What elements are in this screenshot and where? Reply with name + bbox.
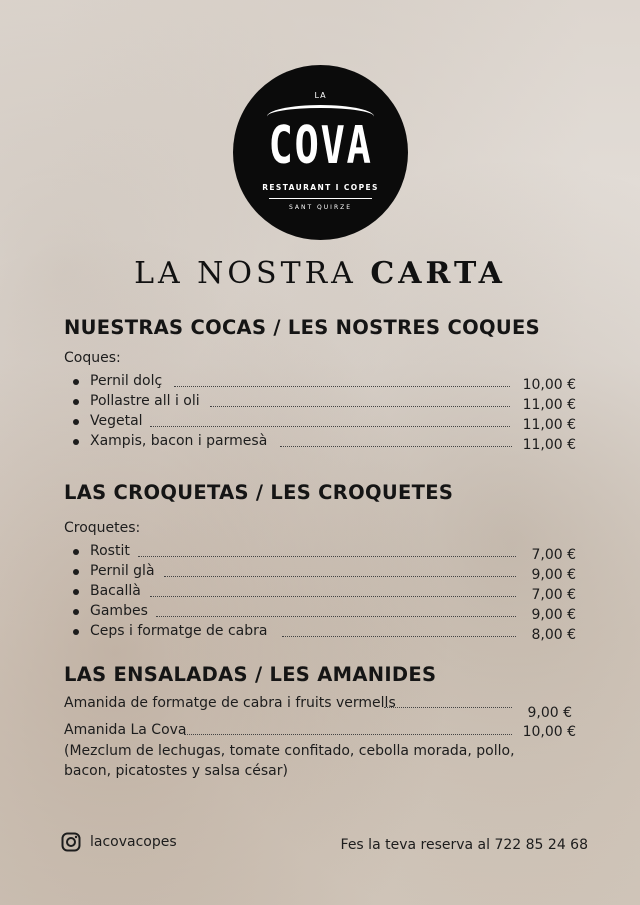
item-description: (Mezclum de lechugas, tomate confitado, cebolla morada, pollo, bacon, picatostes y salsa césar) <box>64 743 515 779</box>
dot-leader <box>156 616 516 617</box>
bullet <box>73 379 79 385</box>
item-price: 9,00 € <box>527 705 572 721</box>
item-price: 7,00 € <box>531 547 576 563</box>
menu-item <box>0 373 640 393</box>
item-name: Vegetal <box>90 413 143 429</box>
menu-item <box>0 563 640 583</box>
instagram-icon <box>61 832 81 852</box>
dot-leader <box>164 576 516 577</box>
menu-item <box>0 623 640 643</box>
dot-leader <box>184 734 512 735</box>
logo-divider <box>269 198 372 199</box>
item-name: Rostit <box>90 543 130 559</box>
logo-place: SANT QUIRZE <box>288 204 353 211</box>
item-price: 10,00 € <box>522 724 576 740</box>
menu-item <box>0 543 640 563</box>
title-bold: CARTA <box>370 256 506 291</box>
logo-la: LA <box>314 91 327 100</box>
title-regular: LA NOSTRA <box>134 256 357 291</box>
menu-item <box>0 433 640 453</box>
menu-item <box>0 603 640 623</box>
item-price: 11,00 € <box>522 397 576 413</box>
dot-leader <box>210 406 510 407</box>
bullet <box>73 419 79 425</box>
item-name: Pernil dolç <box>90 373 163 389</box>
section-heading-ensaladas: LAS ENSALADAS / LES AMANIDES <box>64 663 437 686</box>
item-name: Pollastre all i oli <box>90 393 200 409</box>
dot-leader <box>280 446 512 447</box>
logo-name: COVA <box>268 116 373 176</box>
bullet <box>73 569 79 575</box>
dot-leader <box>138 556 516 557</box>
item-name: Bacallà <box>90 583 141 599</box>
reservation-text: Fes la teva reserva al 722 85 24 68 <box>340 837 588 853</box>
menu-item <box>0 413 640 433</box>
logo-subtitle: RESTAURANT I COPES <box>262 183 379 192</box>
item-name: Amanida de formatge de cabra i fruits vermells <box>64 695 396 711</box>
item-price: 9,00 € <box>531 567 576 583</box>
dot-leader <box>174 386 510 387</box>
section-heading-croquetas: LAS CROQUETAS / LES CROQUETES <box>64 481 454 504</box>
menu-item <box>0 583 640 603</box>
item-price: 11,00 € <box>522 417 576 433</box>
item-name: Xampis, bacon i parmesà <box>90 433 268 449</box>
instagram-handle: lacovacopes <box>90 834 177 850</box>
item-price: 11,00 € <box>522 437 576 453</box>
section-heading-cocas: NUESTRAS COCAS / LES NOSTRES COQUES <box>64 316 540 339</box>
bullet <box>73 629 79 635</box>
item-price: 8,00 € <box>531 627 576 643</box>
page-title <box>0 256 640 291</box>
item-price: 7,00 € <box>531 587 576 603</box>
item-name: Amanida La Cova <box>64 722 187 738</box>
dot-leader <box>150 596 516 597</box>
dot-leader <box>150 426 510 427</box>
item-price: 10,00 € <box>522 377 576 393</box>
item-price: 9,00 € <box>531 607 576 623</box>
menu-item <box>0 393 640 413</box>
restaurant-logo <box>233 65 408 240</box>
bullet <box>73 439 79 445</box>
dot-leader <box>384 707 512 708</box>
menu-item <box>0 722 640 742</box>
bullet <box>73 549 79 555</box>
bullet <box>73 399 79 405</box>
section-label-cocas: Coques: <box>64 350 121 366</box>
item-name: Gambes <box>90 603 148 619</box>
item-name: Pernil glà <box>90 563 155 579</box>
bullet <box>73 609 79 615</box>
item-name: Ceps i formatge de cabra <box>90 623 268 639</box>
bullet <box>73 589 79 595</box>
section-label-croquetas: Croquetes: <box>64 520 141 536</box>
menu-item <box>0 695 640 725</box>
dot-leader <box>282 636 516 637</box>
